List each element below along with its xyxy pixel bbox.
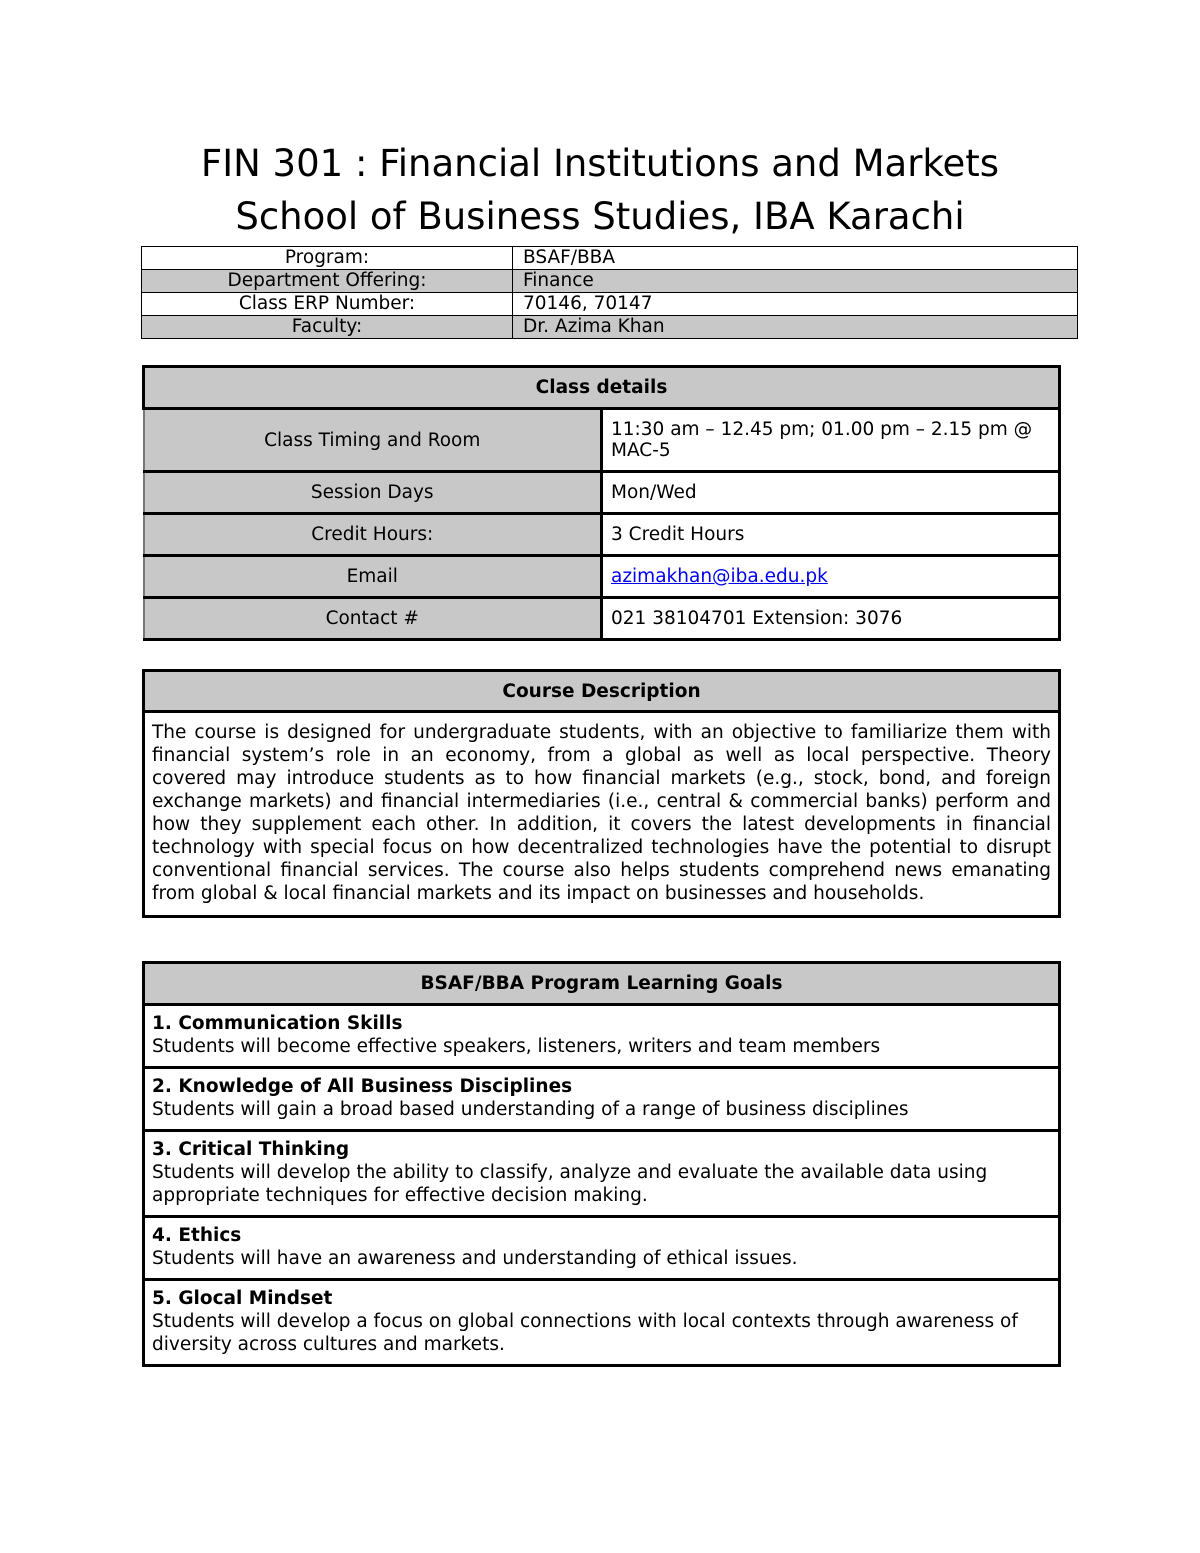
class-row-contact (144, 598, 1060, 640)
goal-title: 5. Glocal Mindset (152, 1288, 333, 1309)
info-value: BSAF/BBA (513, 247, 1078, 270)
goal-text: Students will gain a broad based understanding of a range of business disciplines (152, 1099, 909, 1120)
goal-title: 4. Ethics (152, 1225, 242, 1246)
class-details-table (142, 365, 1061, 641)
goal-title: 3. Critical Thinking (152, 1139, 350, 1160)
goal-text: Students will develop the ability to classify, analyze and evaluate the available data using appropriate techniques for effective decision making. (152, 1162, 988, 1206)
course-description-table (142, 669, 1061, 918)
class-row-label: Email (144, 556, 602, 598)
program-info-table (141, 246, 1078, 339)
info-label: Faculty: (142, 316, 513, 339)
class-row-days (144, 472, 1060, 514)
goal-item (144, 1131, 1060, 1217)
goal-title: 1. Communication Skills (152, 1013, 403, 1034)
class-details-heading: Class details (144, 367, 1060, 409)
info-label: Class ERP Number: (142, 293, 513, 316)
class-row-label: Credit Hours: (144, 514, 602, 556)
class-row-label: Contact # (144, 598, 602, 640)
goal-item (144, 1280, 1060, 1366)
info-row-program (142, 247, 1078, 270)
info-label: Program: (142, 247, 513, 270)
class-row-timing (144, 409, 1060, 472)
info-value: 70146, 70147 (513, 293, 1078, 316)
class-row-value: 3 Credit Hours (602, 514, 1060, 556)
learning-goals-heading: BSAF/BBA Program Learning Goals (144, 963, 1060, 1005)
info-label: Department Offering: (142, 270, 513, 293)
class-row-value: Mon/Wed (602, 472, 1060, 514)
class-row-label: Class Timing and Room (144, 409, 602, 472)
learning-goals-table (142, 961, 1061, 1367)
class-row-email (144, 556, 1060, 598)
info-row-department (142, 270, 1078, 293)
info-row-faculty (142, 316, 1078, 339)
goal-text: Students will develop a focus on global connections with local contexts through awareness of diversity across cultures and markets. (152, 1311, 1018, 1355)
goal-item (144, 1217, 1060, 1280)
class-row-credits (144, 514, 1060, 556)
goal-title: 2. Knowledge of All Business Disciplines (152, 1076, 573, 1097)
course-description-heading: Course Description (144, 671, 1060, 712)
goal-text: Students will have an awareness and understanding of ethical issues. (152, 1248, 798, 1269)
course-description-text: The course is designed for undergraduate students, with an objective to familiarize them with financial system’s role in an economy, from a global as well as local perspective. Theory covered may introduce students as to how financial markets (e.g., stock, bond, and foreign exchange markets) and financial intermediaries (i.e., central & commercial banks) perform and how they supplement each other. In addition, it covers the latest developments in financial technology with special focus on how decentralized technologies have the potential to disrupt conventional financial services. The course also helps students comprehend news emanating from global & local financial markets and its impact on businesses and households. (144, 712, 1060, 917)
school-title: School of Business Studies, IBA Karachi (235, 195, 965, 238)
goal-item (144, 1068, 1060, 1131)
class-row-label: Session Days (144, 472, 602, 514)
info-value: Dr. Azima Khan (513, 316, 1078, 339)
info-value: Finance (513, 270, 1078, 293)
email-link[interactable]: azimakhan@iba.edu.pk (611, 566, 828, 587)
class-row-value: 021 38104701 Extension: 3076 (602, 598, 1060, 640)
goal-item (144, 1005, 1060, 1068)
goal-text: Students will become effective speakers, listeners, writers and team members (152, 1036, 881, 1057)
class-row-value: 11:30 am – 12.45 pm; 01.00 pm – 2.15 pm @ MAC-5 (602, 409, 1060, 472)
info-row-erp (142, 293, 1078, 316)
course-title: FIN 301 : Financial Institutions and Markets (200, 142, 1000, 185)
